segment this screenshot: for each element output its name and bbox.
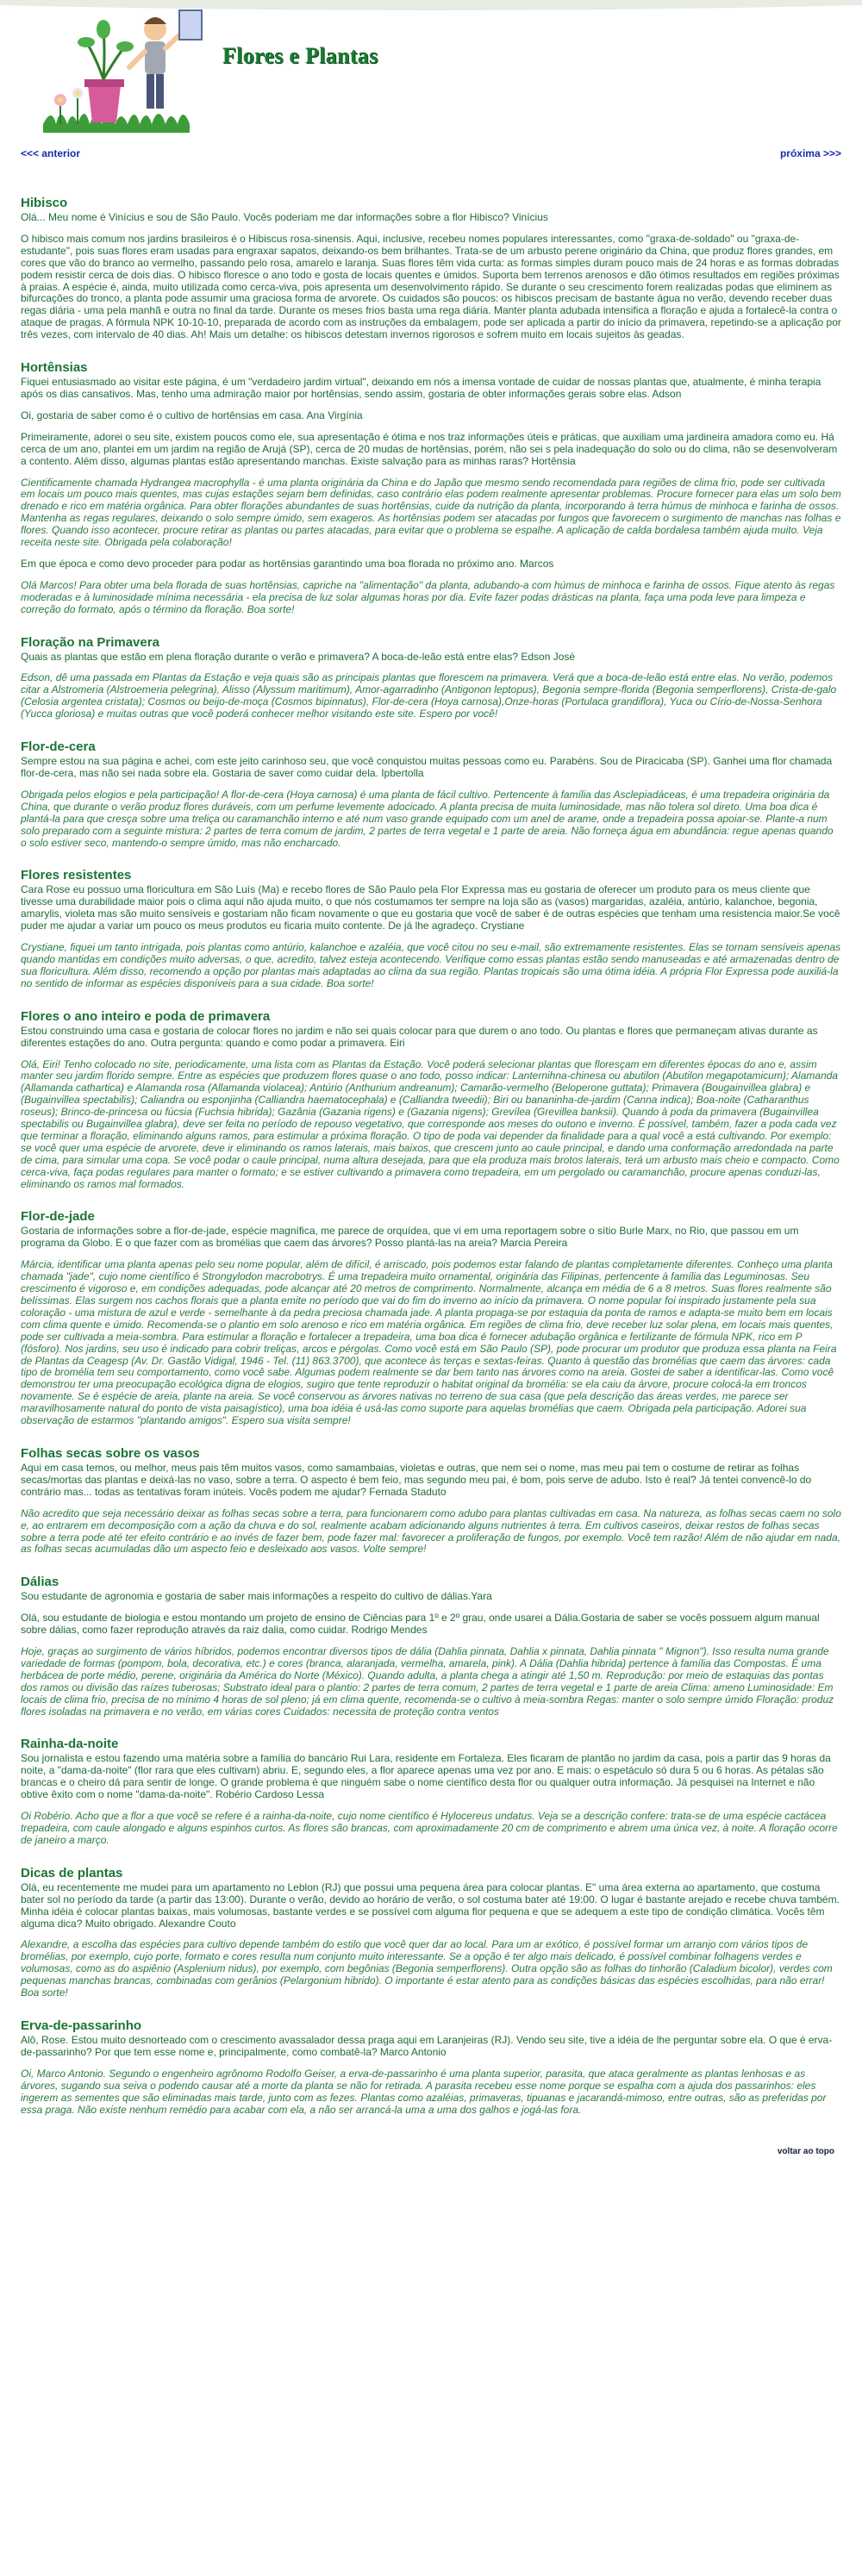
previous-page-link[interactable]: <<< anterior xyxy=(21,147,81,159)
question-paragraph: O hibisco mais comum nos jardins brasileiros é o Hibiscus rosa-sinensis. Aqui, inclusive, recebeu nomes populares interessantes, como "graxa-de-soldado" ou "graxa-de-estudante", pois suas flores eram usadas para engraxar sapatos, deixando-os bem brilhantes. Trata-se de um arbusto perene originário da China, que produz flores grandes, em cores que vão do branco ao vermelho, passando pelo rosa, amarelo e laranja. Suas flores têm vida curta: as formas simples duram pouco mais de 24 horas e as formas dobradas podem resistir cerca de dois dias. O hibisco floresce o ano todo e gosta de locais quentes e úmidos. Suporta bem terrenos arenosos e dão ótimos resultados em regiões próximas à praias. A espécie é, ainda, muito utilizada como cerca-viva, pois apresenta um desenvolvimento rápido. Se durante o seu crescimento forem realizadas podas que eliminem as bifurcações do tronco, a planta pode assumir uma graciosa forma de arvorete. Os cuidados são poucos: os hibiscos precisam de bastante água no verão, devendo receber duas regas diária - uma pela manhã e outra no final da tarde. Durante os meses frios basta uma rega diária. Manter planta adubada intensifica a floração e ajuda a fortalecê-la contra o ataque de pragas. A fórmula NPK 10-10-10, preparada de acordo com as instruções da embalagem, pode ser aplicada a partir do início da primavera, repetindo-se a aplicação por três vezes, com intervalo de 40 dias. Ah! Mais um detalhe: os hibiscos detestam invernos rigorosos e sofrem muito em locais sujeitos às geadas. xyxy=(21,232,841,341)
question-paragraph: Olá, sou estudante de biologia e estou montando um projeto de ensino de Ciências para 1º e 2º grau, onde usarei a Dália.Gostaria de saber se vocês possuem algum manual sobre dálias, como fazer reprodução através da raiz dalia, como cuidar. Rodrigo Mendes xyxy=(21,1612,820,1637)
answer-paragraph: Obrigada pelos elogios e pela participação! A flor-de-cera (Hoya carnosa) é uma planta de fácil cultivo. Pertencente à família das Asclepiadáceas, é uma trepadeira originária da China, que durante o verão produz flores duráveis, com um perfume levemente adocicado. A planta precisa de muita luminosidade, mas não tolera sol direto. Uma boa dica é plantá-la para que cresça sobre uma treliça ou caramanchão interno e até num vaso grande equipado com um anel de arame, onde a trepadeira possa apoiar-se. Plante-a num solo preparado com a seguinte mistura: 2 partes de terra comum de jardim, 2 partes de terra vegetal e 1 parte de areia. Não forneça água em abundância: regue apenas quando o solo estiver seco, mantendo-o sempre úmido, mas não encharcado. xyxy=(21,788,834,849)
question-paragraph: Gostaria de informações sobre a flor-de-jade, espécie magnífica, me parece de orquídea, que vi em uma reportagem sobre o sítio Burle Marx, no Rio, que passou em um programa da Globo. E o que fazer com as bromélias que caem das árvores? Posso plantá-las na areia? Marcia Pereira xyxy=(21,1225,799,1250)
answer-paragraph: Oi Robério. Acho que a flor a que você se refere é a rainha-da-noite, cujo nome científico é Hylocereus undatus. Veja se a descrição confere: trata-se de uma espécie cactácea trepadeira, com caule alongado e alguns espinhos curtos. As flores são brancas, com aproximadamente 20 cm de comprimento e abrem uma única vez, à noite. A floração ocorre de janeiro a março. xyxy=(21,1810,838,1846)
question-paragraph: Fiquei entusiasmado ao visitar este página, é um "verdadeiro jardim virtual", deixando em nós a imensa vontade de cuidar de nossas plantas que, atualmente, é minha terapia após os dias cansativos. Mas, tenho uma admiração maior por hortênsias, sendo assim, gostaria de obter informações gerais sobre elas. Adson xyxy=(21,376,821,400)
question-paragraph: Sou estudante de agronomia e gostaria de saber mais informações a respeito do cultivo de dálias.Yara xyxy=(21,1590,492,1603)
answer-paragraph: Hoje, graças ao surgimento de vários híbridos, podemos encontrar diversos tipos de dália (Dahlia pinnata, Dahlia x pinnata, Dahlia pinnata " Mignon"). Isso resulta numa grande variedade de formas (pompom, bola, decorativa, etc.) e cores (branca, alaranjada, vermelha, amarela, pink). A Dália (Dahlia hibrida) pertence à família das Compostas. É uma herbácea de porte médio, perene, originária da América do Norte (México). Quando adulta, a planta chega a atingir até 1,50 m. Reprodução: por meio de estaquias das pontas dos ramos ou divisão das raízes tuberosas; Substrato ideal para o plantio: 2 partes de terra comum, 2 partes de terra vegetal e 1 parte de areia Clima: ameno Luminosidade: Em locais de clima frio, precisa de no mínimo 4 horas de sol pleno; já em clima quente, recomenda-se o cultivo à meia-sombra Regas: manter o solo sempre úmido Floração: produz flores isoladas na primavera e no verão, em várias cores Cuidados: necessita de proteção contra ventos xyxy=(21,1645,834,1718)
qa-section xyxy=(21,1737,841,1846)
section-title: Flores resistentes xyxy=(21,868,132,883)
question-paragraph: Oi, gostaria de saber como é o cultivo de hortênsias em casa. Ana Virgínia xyxy=(21,409,363,421)
question-paragraph: Alô, Rose. Estou muito desnorteado com o crescimento avassalador dessa praga aqui em Laranjeiras (RJ). Vendo seu site, tive a idéia de lhe perguntar sobre ela. O que é erva-de-passarinho? Por que tem esse nome e, principalmente, como combatê-la? Marco Antonio xyxy=(21,2033,833,2058)
section-title: Dálias xyxy=(21,1575,59,1590)
gardener-logo-icon xyxy=(34,3,211,133)
section-title: Erva-de-passarinho xyxy=(21,2018,142,2033)
answer-paragraph: Cientificamente chamada Hydrangea macrophylla - é uma planta originária da China e do Japão que mesmo sendo recomendada para regiões de clima frio, pode ser cultivada em locais um pouco mais quentes, mas cujas estações sejam bem definidas, caso contrário elas podem realmente apresentar problemas. Procure fornecer para elas um solo bem drenado e rico em matéria orgânica. Para obter florações abundantes de suas hortênsias, cuide da nutrição da planta, incorporando à terra húmus de minhoca e farinha de ossos. Mantenha as regas regulares, deixando o solo sempre úmido, sem exageros. As hortênsias podem ser atacadas por fungos que favorecem o surgimento de manchas nas folhas e flores. Quando isso acontecer, procure retirar as plantas ou partes atacadas, para evitar que o problema se espalhe. A aplicação de calda bordalesa também ajuda muito. Veja receita neste site. Obrigada pela colaboração! xyxy=(21,476,841,549)
answer-paragraph: Alexandre, a escolha das espécies para cultivo depende também do estilo que você quer dar ao local. Para um ar exótico, é possível formar um arranjo com vários tipos de bromélias, por exemplo, cujo porte, formato e cores resulta num conjunto muito interessante. Se a opção é ter algo mais delicado, é possível combinar folhagens verdes e volumosas, como as do aspiênio (Asplenium nidus), por exemplo, com begônias (Begonia semperflorens). Outra opção são as folhas do tinhorão (Caladium bicolor), verdes com pequenas manchas brancas, combinadas com gerânios (Pelargonium hibrido). O importante é estar atento para as condições básicas das espécies escolhidas, para não errar! Boa sorte! xyxy=(21,1938,833,1999)
next-page-link[interactable]: próxima >>> xyxy=(779,147,841,159)
question-paragraph: Quais as plantas que estão em plena floração durante o verão e primavera? A boca-de-leão está entre elas? Edson José xyxy=(21,650,576,663)
answer-paragraph: Olá Marcos! Para obter uma bela florada de suas hortênsias, capriche na "alimentação" da planta, adubando-a com húmus de minhoca e farinha de ossos. Fique atento às regas moderadas e à luminosidade mínima necessária - ela precisa de luz solar algumas horas por dia. Evite fazer podas drásticas na planta, faça uma poda leve para limpeza e correção do formato, após o término da floração. Boa sorte! xyxy=(21,578,835,615)
question-paragraph: Aqui em casa temos, ou melhor, meus pais têm muitos vasos, como samambaias, violetas e outras, que nem sei o nome, mas meu pai tem o costume de retirar as folhas secas/mortas das plantas e deixá-las no vaso, sobre a terra. O aspecto é bem feio, mas segundo meu pai, é bom, pois serve de adubo. Isto é real? Já tentei convencê-lo do contrário mas... todas as tentativas foram inúteis. Vocês podem me ajudar? Fernada Staduto xyxy=(21,1461,812,1498)
section-title: Flores o ano inteiro e poda de primavera xyxy=(21,1008,271,1024)
question-paragraph: Olá, eu recentemente me mudei para um apartamento no Leblon (RJ) que possui uma pequena área para colocar plantas. E" uma área externa ao apartamento, que costuma bater sol no período da tarde (a partir das 13:00). Durante o verão, devido ao horário de verão, o sol costuma bater até 19:00. O lugar é bastante arejado e recebe chuva também. Minha idéia é colocar plantas baixas, mais volumosas, bastante verdes e se possível com alguma flor pequena e que se adequem a este tipo de condição climática. Vocês têm alguma dica? Muito obrigado. Alexandre Couto xyxy=(21,1881,840,1930)
brand-title: Flores e Plantas xyxy=(222,43,378,68)
qa-section xyxy=(21,1446,841,1556)
qa-section xyxy=(21,360,841,616)
section-title: Flor-de-cera xyxy=(21,739,96,755)
qa-section xyxy=(21,868,841,989)
question-paragraph: Estou construindo uma casa e gostaria de colocar flores no jardim e não sei quais colocar para que durem o ano todo. Ou plantas e flores que permaneçam ativas durante as diferentes estações do ano. Outra pergunta: quando e como podar a primavera. Eiri xyxy=(21,1024,818,1049)
section-title: Hibisco xyxy=(21,196,68,210)
answer-paragraph: Olá, Eiri! Tenho colocado no site, periodicamente, uma lista com as Plantas da Estação. Você poderá selecionar plantas que floresçam em diferentes épocas do ano e, assim manter seu jardim florido sempre. Entre as espécies que produzem flores quase o ano todo, posso indicar: Lanternihna-chinesa ou abutilon (Abutilon megapotamicum); Alamanda (Allamanda cathartica) e Alamanda rosa (Allamanda violacea); Antúrio (Anthurium andreanum); Camarão-vermelho (Beloperone guttata); Primavera (Bougainvillea glabra) e (Bugainvillea spectabilis); Caliandra ou esponjinha (Calliandra haematocephala) e (Calliandra tweedii); Biri ou bananinha-de-jardim (Canna indica); Boa-noite (Catharanthus roseus); Brinco-de-princesa ou fúcsia (Fuchsia hibrida); Gazânia (Gazania rigens) e (Gazania nigens); Grevílea (Grevillea banksii). Quando à poda da primavera (Bugainvillea spectabilis ou Bugainvillea glabra), deve ser feita no período de repouso vegetativo, que corresponde aos meses do outono e inverno. É possível, também, fazer a poda cada vez que terminar a floração, eliminando alguns ramos, para estimular a próxima floração. O tipo de poda vai depender da finalidade para a qual você a está cultivando. Por exemplo: se você quer uma espécie de arvorete, deve ir eliminando os ramos laterais, mais baixos, que crescem junto ao caule principal, e dando uma conformação arredondada na parte de cima, para simular uma copa. Se você podar o caule principal, numa altura desejada, para que ela produza mais brotos laterais, terá um arbusto mais cheio e compacto. Como cerca-viva, faça podas regulares para manter o formato; e se estiver cultivando a primavera como trepadeira, em um pergolado ou caramanchão, procure apenas conduzi-las, eliminando os ramos mal formados. xyxy=(21,1057,840,1190)
section-title: Flor-de-jade xyxy=(21,1209,95,1225)
question-paragraph: Primeiramente, adorei o seu site, existem poucos como ele, sua apresentação é ótima e nos traz informações úteis e práticas, que auxiliam uma jardineira amadora como eu. Há cerca de um ano, plantei em um jardim na região de Arujá (SP), cerca de 20 mudas de hortênsias, porém, não sei s pela inadequação do solo ou do clima, não se desenvolveram a contento. Além disso, algumas plantas estão apresentando manchas. Existe salvação para as minhas raras? Hortênsia xyxy=(21,430,838,467)
section-title: Folhas secas sobre os vasos xyxy=(21,1445,200,1461)
question-paragraph: Sou jornalista e estou fazendo uma matéria sobre a família do bancário Rui Lara, residente em Fortaleza. Eles ficaram de plantão no jardim da casa, pois a partir das 9 horas da noite, a "dama-da-noite" (flor rara que eles cultivam) abriu. E, segundo eles, a flor aparece apenas uma vez por ano. E mais: o espetáculo só dura 5 ou 6 horas. As pétalas são brancas e o cheiro dá para sentir de longe. O grande problema é que ninguém sabe o nome científico desta flor ou qualquer outra informação. Já pesquisei na Internet e não obtive êxito com o nome "dama-da-noite". Robério Cardoso Lessa xyxy=(21,1752,831,1801)
section-title: Hortênsias xyxy=(21,360,88,376)
back-to-top-link[interactable]: voltar ao topo xyxy=(777,2147,834,2157)
qa-content xyxy=(0,168,862,2116)
qa-section xyxy=(21,739,841,849)
page-header xyxy=(0,0,862,134)
page-footer xyxy=(21,2135,841,2169)
qa-section xyxy=(21,635,841,721)
question-paragraph: Olá... Meu nome é Vinícius e sou de São Paulo. Vocês poderiam me dar informações sobre a flor Hibisco? Vinícius xyxy=(21,211,548,223)
qa-section xyxy=(21,1866,841,1999)
section-title: Dicas de plantas xyxy=(21,1865,123,1881)
answer-paragraph: Oi, Marco Antonio. Segundo o engenheiro agrônomo Rodolfo Geiser, a erva-de-passarinho é uma planta superior, parasita, que ataca geralmente as plantas lenhosas e as árvores, sugando sua seiva o podendo causar até a morte da planta se não for retirada. A parasita recebeu esse nome porque se espalha com a ajuda dos passarinhos: eles ingerem as sementes que são eliminadas mais tarde, junto com as fezes. Plantas como azaléias, primaveras, tipuanas e jacarandá-mimoso, entre outras, são as preferidas por essa praga. Não existe nenhum remédio para acabar com ela, a não ser arrancá-la uma a uma dos galhos e jogá-las fora. xyxy=(21,2067,827,2116)
question-paragraph: Em que época e como devo proceder para podar as hortênsias garantindo uma boa florada no próximo ano. Marcos xyxy=(21,557,554,570)
qa-section xyxy=(21,1575,841,1718)
qa-section xyxy=(21,1009,841,1191)
qa-section xyxy=(21,1209,841,1427)
section-title: Floração na Primavera xyxy=(21,634,159,650)
section-title: Rainha-da-noite xyxy=(21,1737,119,1752)
answer-paragraph: Márcia, identificar uma planta apenas pelo seu nome popular, além de difícil, é arriscado, pois podemos estar falando de plantas completamente diferentes. Conheço uma planta chamada "jade", cujo nome científico é Strongylodon macrobotrys. É uma trepadeira muito ornamental, originária das Filipinas, pertencente à família das Leguminosas. Seu crescimento é vigoroso e, em condições adequadas, pode alcançar até 20 metros de comprimento. Normalmente, alcança em média de 6 a 8 metros. Suas flores realmente são belíssimas. Elas surgem nos cachos florais que a planta emite no período que vai do fim do inverno ao início da primavera. O nome popular foi inspirado justamente pela sua coloração - uma mistura de azul e verde - semelhante à da pedra preciosa chamada jade. A planta propaga-se por estaquia da ponta de ramos e adapta-se muito bem em locais com clima quente e úmido. Recomenda-se o plantio em solo arenoso e rico em matéria orgânica. Em regiões de clima frio, deve receber luz solar plena, em locais mais quentes, pode ser cultivada a meia-sombra. Para estimular a floração e fortalecer a trepadeira, uma boa dica é fornecer adubação orgânica e fertilizante de fórmula NPK, rico em P (fósforo). Nos jardins, seu uso é indicado para cobrir treliças, arcos e pérgolas. Como você está em São Paulo (SP), pode procurar um produtor que produza essa planta na Feira de Plantas da Ceagesp (Av. Dr. Gastão Vidigal, 1946 - Tel. (11) 863.3700), que acontece às terças e sextas-feiras. Quanto à questão das bromélias que caem das árvores: cada tipo de bromélia tem seu comportamento, como você sabe. Algumas podem realmente se dar bem tanto nas árvores como na areia. Gostei de saber a identificar-las. Como você demonstrou ter uma preocupação ecológica digna de elogios, sugiro que tente reproduzir o habitat original da bromélia: se ela caiu da árvore, procure colocá-la em troncos novamente. Se é espécie de areia, plante na areia. Se você conservou as árvores nativas no terreno de sua casa (que pela descrição das áreas verdes, me parece ser maravilhosamente natural do ponto de vista paisagístico), uma boa idéia é usá-las como suporte para aquelas bromélias que caem. Obrigada pela participação. Adorei sua observação de estarmos "plantando amigos". Espero sua visita sempre! xyxy=(21,1258,837,1427)
question-paragraph: Sempre estou na sua página e achei, com este jeito carinhoso seu, que você conquistou muitas pessoas como eu. Parabéns. Sou de Piracicaba (SP). Ganhei uma flor chamada flor-de-cera, mas não sei nada sobre ela. Gostaria de saver como cuidar dela. Ipbertolla xyxy=(21,755,833,779)
page-navigation xyxy=(21,142,841,168)
answer-paragraph: Não acredito que seja necessário deixar as folhas secas sobre a terra, para funcionarem como adubo para plantas cultivadas em casa. Na natureza, as folhas secas caem no solo e, ao entrarem em decomposição com a ação da chuva e do sol, realmente acabam adicionando alguns nutrientes à terra. Em cultivos caseiros, deixar restos de folhas secas sobre a terra pode até ter efeito contrário e ao invés de fazer bem, pode fazer mal: favorecer a proliferação de fungos, por exemplo. Você tem razão! Além de não ajudar em nada, as folhas secas acumuladas dão um aspecto feio e desleixado aos vasos. Volte sempre! xyxy=(21,1506,841,1556)
answer-paragraph: Crystiane, fiquei um tanto intrigada, pois plantas como antúrio, kalanchoe e azaléia, que você citou no seu e-mail, são extremamente resistentes. Elas se tornam sensíveis apenas quando mantidas em condições muito adversas, o que, acredito, talvez esteja acontecendo. Verifique como essas plantas estão sendo manuseadas e até armazenadas dentro de sua floricultura. Além disso, recomendo a opção por plantas mais adaptadas ao clima da sua região. Plantas tropicais são uma ótima idéia. A própria Flor Expressa pode auxiliá-la no sentido de informar as espécies disponíveis para a sua cidade. Boa sorte! xyxy=(21,941,841,989)
qa-section xyxy=(21,196,841,341)
answer-paragraph: Edson, dê uma passada em Plantas da Estação e veja quais são as principais plantas que florescem na primavera. Verá que a boca-de-leão está entre elas. No verão, podemos citar a Alstromeria (Alstroemeria pelegrina), Alisso (Alyssum maritimum), Amor-agarradinho (Antigonon leptopus), Begonia sempre-florida (Begonia semperflorens), Crista-de-galo (Celosia argentea cristata); Cosmos ou beijo-de-moça (Cosmos bipinnatus), Flor-de-cera (Hoya carnosa),Onze-horas (Portulaca grandiflora), Yuca ou Círio-de-Nossa-Senhora (Yucca gloriosa) e muitas outras que você poderá conhecer melhor visitando este site. Espero por você! xyxy=(21,671,837,720)
question-paragraph: Cara Rose eu possuo uma floricultura em São Luís (Ma) e recebo flores de São Paulo pela Flor Expressa mas eu gostaria de oferecer um produto para os meus cliente que tivesse uma durabilidade maior pois o clima aqui não ajuda muito, o que nós costumamos ter sempre na loja são as (vasos) margaridas, azaléia, antúrio, kalanchoe, begonia, amarylis, violeta mas são muito sensíveis e gostariam não ficam novamente o que eu gostaria que você de saber é de outras espécies que tenham uma resistencia maior.Se você puder me ajudar a variar um pouco os meus produtos eu ficaria muito contente. De já lhe agradeço. Crystiane xyxy=(21,883,840,932)
qa-section xyxy=(21,2018,841,2116)
